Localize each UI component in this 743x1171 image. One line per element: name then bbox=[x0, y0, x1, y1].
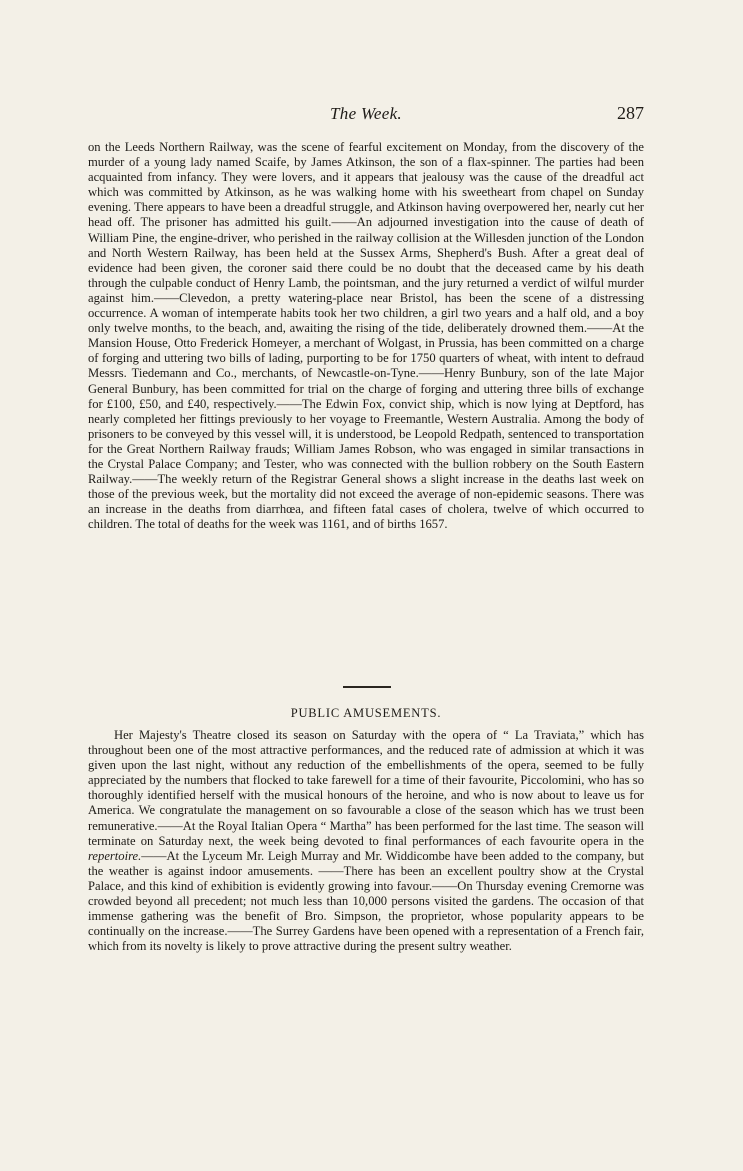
amusements-text-part-1: Her Majesty's Theatre closed its season on Saturday with the opera of “ La Traviata,” which has throughout been one of the most attractive performances, and the reduced rate of admission at which it was given upon the last night, without any reduction of the embellishments of the opera, seemed to be fully appreciated by the numbers that flocked to take farewell for a time of their favourite, Piccolomini, who has so thoroughly identified herself with the musical honours of the heroine, and who is now about to leave us for America. We congratulate the management on so favourable a close of the season which has we trust been remunerative.——At the Royal Italian Opera “ Martha” has been performed for the last time. The season will terminate on Saturday next, the week being devoted to final performances of each favourite opera in the bbox=[88, 728, 644, 848]
running-head bbox=[88, 103, 644, 127]
section-heading: PUBLIC AMUSEMENTS. bbox=[290, 706, 442, 720]
amusements-text-part-2: ——At the Lyceum Mr. Leigh Murray and Mr. Widdicombe have been added to the company, but the weather is against indoor amusements. ——There has been an excellent poultry show at the Crystal Palace, and this kind of exhibition is evidently growing into favour.——On Thursday evening Cremorne was crowded beyond all precedent; not much less than 10,000 persons visited the gardens. The occasion of that immense gathering was the benefit of Bro. Simpson, the proprietor, whose popularity appears to be continually on the increase.——The Surrey Gardens have been opened with a representation of a French fair, which from its novelty is likely to prove attractive during the present sultry weather. bbox=[88, 848, 644, 954]
news-column bbox=[88, 140, 644, 532]
section-divider bbox=[343, 686, 391, 688]
page-number: 287 bbox=[617, 103, 644, 123]
italic-word: repertoire. bbox=[88, 848, 142, 863]
amusements-column bbox=[88, 728, 644, 954]
running-title: The Week. bbox=[330, 104, 402, 123]
amusements-paragraph bbox=[88, 728, 644, 954]
news-paragraph: on the Leeds Northern Railway, was the scene of fearful excitement on Monday, from the discovery of the murder of a young lady named Scaife, by James Atkinson, the son of a flax-spinner. The parties had been acquainted from infancy. They were lovers, and it appears that jealousy was the cause of the dreadful act which was committed by Atkinson, as he was walking home with his sweetheart from chapel on Sunday evening. There appears to have been a dreadful struggle, and Atkinson having overpowered her, nearly cut her head off. The prisoner has admitted his guilt.——An adjourned investigation into the cause of death of William Pine, the engine-driver, who perished in the railway collision at the Willesden junction of the London and North Western Railway, has been held at the Sussex Arms, Shepherd's Bush. After a great deal of evidence had been given, the coroner said there could be no doubt that the deceased came by his death through the culpable conduct of Henry Lamb, the pointsman, and the jury returned a verdict of wilful murder against him.——Clevedon, a pretty watering-place near Bristol, has been the scene of a distressing occurrence. A woman of intemperate habits took her two children, a girl two years and a half old, and a boy only twelve months, to the beach, and, awaiting the rising of the tide, deliberately drowned them.——At the Mansion House, Otto Frederick Homeyer, a merchant of Wolgast, in Prussia, has been committed on a charge of forging and uttering two bills of lading, purporting to be for 1750 quarters of wheat, with intent to defraud Messrs. Tiedemann and Co., merchants, of Newcastle-on-Tyne.——Henry Bunbury, son of the late Major General Bunbury, has been committed for trial on the charge of forging and uttering three bills of exchange for £100, £50, and £40, respectively.——The Edwin Fox, convict ship, which is now lying at Deptford, has nearly completed her fittings previously to her voyage to Freemantle, Western Australia. Among the body of prisoners to be conveyed by this vessel will, it is understood, be Leopold Redpath, sentenced to transportation for the Great Northern Railway frauds; William James Robson, who was engaged in similar transactions in the Crystal Palace Company; and Tester, who was connected with the bullion robbery on the South Eastern Railway.——The weekly return of the Registrar General shows a slight increase in the deaths last week on those of the previous week, but the mortality did not exceed the average of non-epidemic seasons. There was an increase in the deaths from diarrhœa, and fifteen fatal cases of cholera, twelve of which occurred to children. The total of deaths for the week was 1161, and of births 1657. bbox=[88, 140, 644, 532]
